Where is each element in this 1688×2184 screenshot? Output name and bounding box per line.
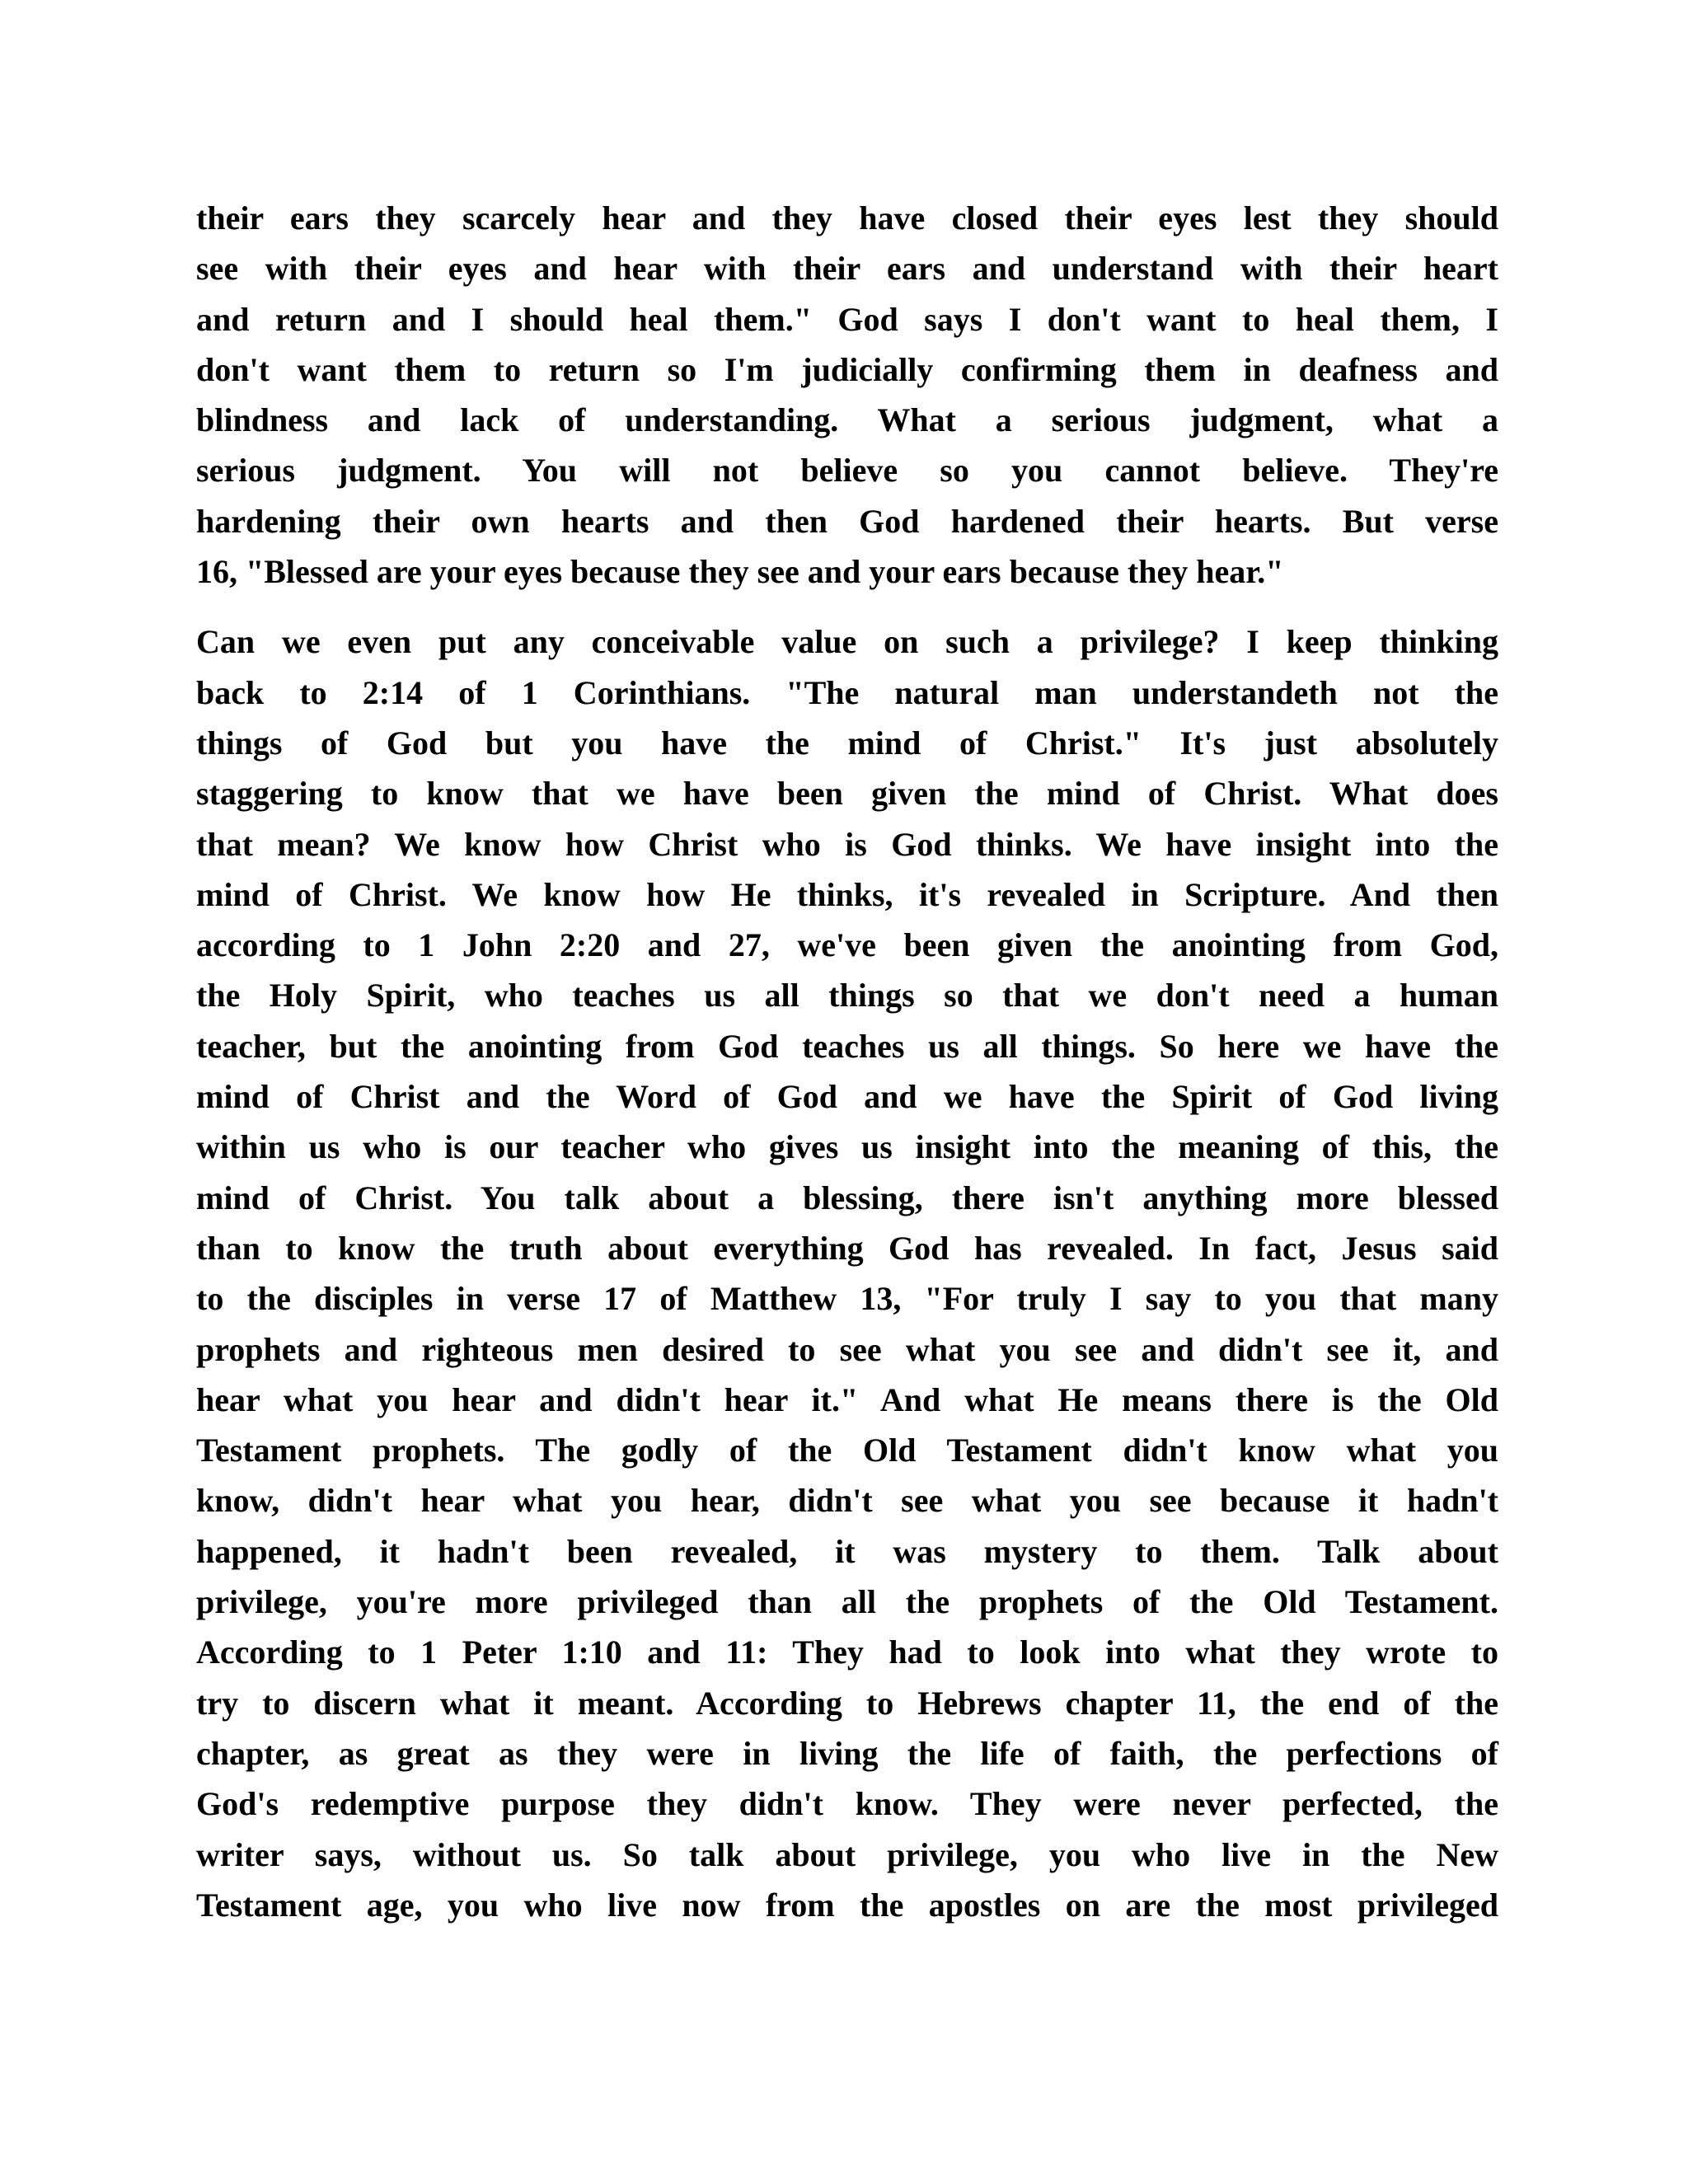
text-line: within us who is our teacher who gives us insight into the meaning of this, the	[196, 1128, 1498, 1166]
text-line: happened, it hadn't been revealed, it was mystery to them. Talk about	[196, 1532, 1498, 1570]
text-line: Can we even put any conceivable value on such a privilege? I keep thinking	[196, 623, 1498, 661]
text-line: prophets and righteous men desired to see what you see and didn't see it, and	[196, 1330, 1498, 1368]
text-line: back to 2:14 of 1 Corinthians. "The natural man understandeth not the	[196, 673, 1498, 711]
paragraph-1	[196, 193, 1498, 597]
text-line: hear what you hear and didn't hear it." And what He means there is the Old	[196, 1380, 1498, 1418]
text-line: the Holy Spirit, who teaches us all things so that we don't need a human	[196, 977, 1498, 1015]
text-line: serious judgment. You will not believe so you cannot believe. They're	[196, 452, 1498, 490]
text-line: to the disciples in verse 17 of Matthew 13, "For truly I say to you that many	[196, 1280, 1498, 1318]
text-line: According to 1 Peter 1:10 and 11: They had to look into what they wrote to	[196, 1633, 1498, 1671]
text-line: blindness and lack of understanding. What a serious judgment, what a	[196, 401, 1498, 439]
text-line: privilege, you're more privileged than all the prophets of the Old Testament.	[196, 1583, 1498, 1621]
document-page	[196, 193, 1498, 1930]
text-line: mind of Christ. You talk about a blessing, there isn't anything more blessed	[196, 1179, 1498, 1216]
text-line: staggering to know that we have been given the mind of Christ. What does	[196, 775, 1498, 813]
text-line: Testament prophets. The godly of the Old Testament didn't know what you	[196, 1432, 1498, 1469]
text-line: don't want them to return so I'm judicially confirming them in deafness and	[196, 350, 1498, 388]
text-line: mind of Christ. We know how He thinks, it's revealed in Scripture. And then	[196, 875, 1498, 913]
paragraph-2	[196, 616, 1498, 1930]
text-line: chapter, as great as they were in living the life of faith, the perfections of	[196, 1734, 1498, 1772]
text-line: Testament age, you who live now from the apostles on are the most privileged	[196, 1886, 1498, 1924]
text-line: mind of Christ and the Word of God and we have the Spirit of God living	[196, 1078, 1498, 1116]
text-line: than to know the truth about everything God has revealed. In fact, Jesus said	[196, 1229, 1498, 1267]
text-line: their ears they scarcely hear and they have closed their eyes lest they should	[196, 199, 1498, 237]
text-line: teacher, but the anointing from God teaches us all things. So here we have the	[196, 1027, 1498, 1065]
text-line: that mean? We know how Christ who is God thinks. We have insight into the	[196, 825, 1498, 863]
text-line: see with their eyes and hear with their ears and understand with their heart	[196, 250, 1498, 288]
text-line: writer says, without us. So talk about privilege, you who live in the New	[196, 1835, 1498, 1873]
text-line: things of God but you have the mind of Christ." It's just absolutely	[196, 724, 1498, 762]
text-line: 16, "Blessed are your eyes because they see and your ears because they hear."	[196, 553, 1284, 591]
text-line: and return and I should heal them." God says I don't want to heal them, I	[196, 300, 1498, 338]
text-line: according to 1 John 2:20 and 27, we've been given the anointing from God,	[196, 926, 1498, 964]
text-line: know, didn't hear what you hear, didn't see what you see because it hadn't	[196, 1482, 1498, 1520]
text-line: hardening their own hearts and then God hardened their hearts. But verse	[196, 502, 1498, 540]
text-line: try to discern what it meant. According to Hebrews chapter 11, the end of the	[196, 1684, 1498, 1722]
text-line: God's redemptive purpose they didn't know. They were never perfected, the	[196, 1785, 1498, 1823]
